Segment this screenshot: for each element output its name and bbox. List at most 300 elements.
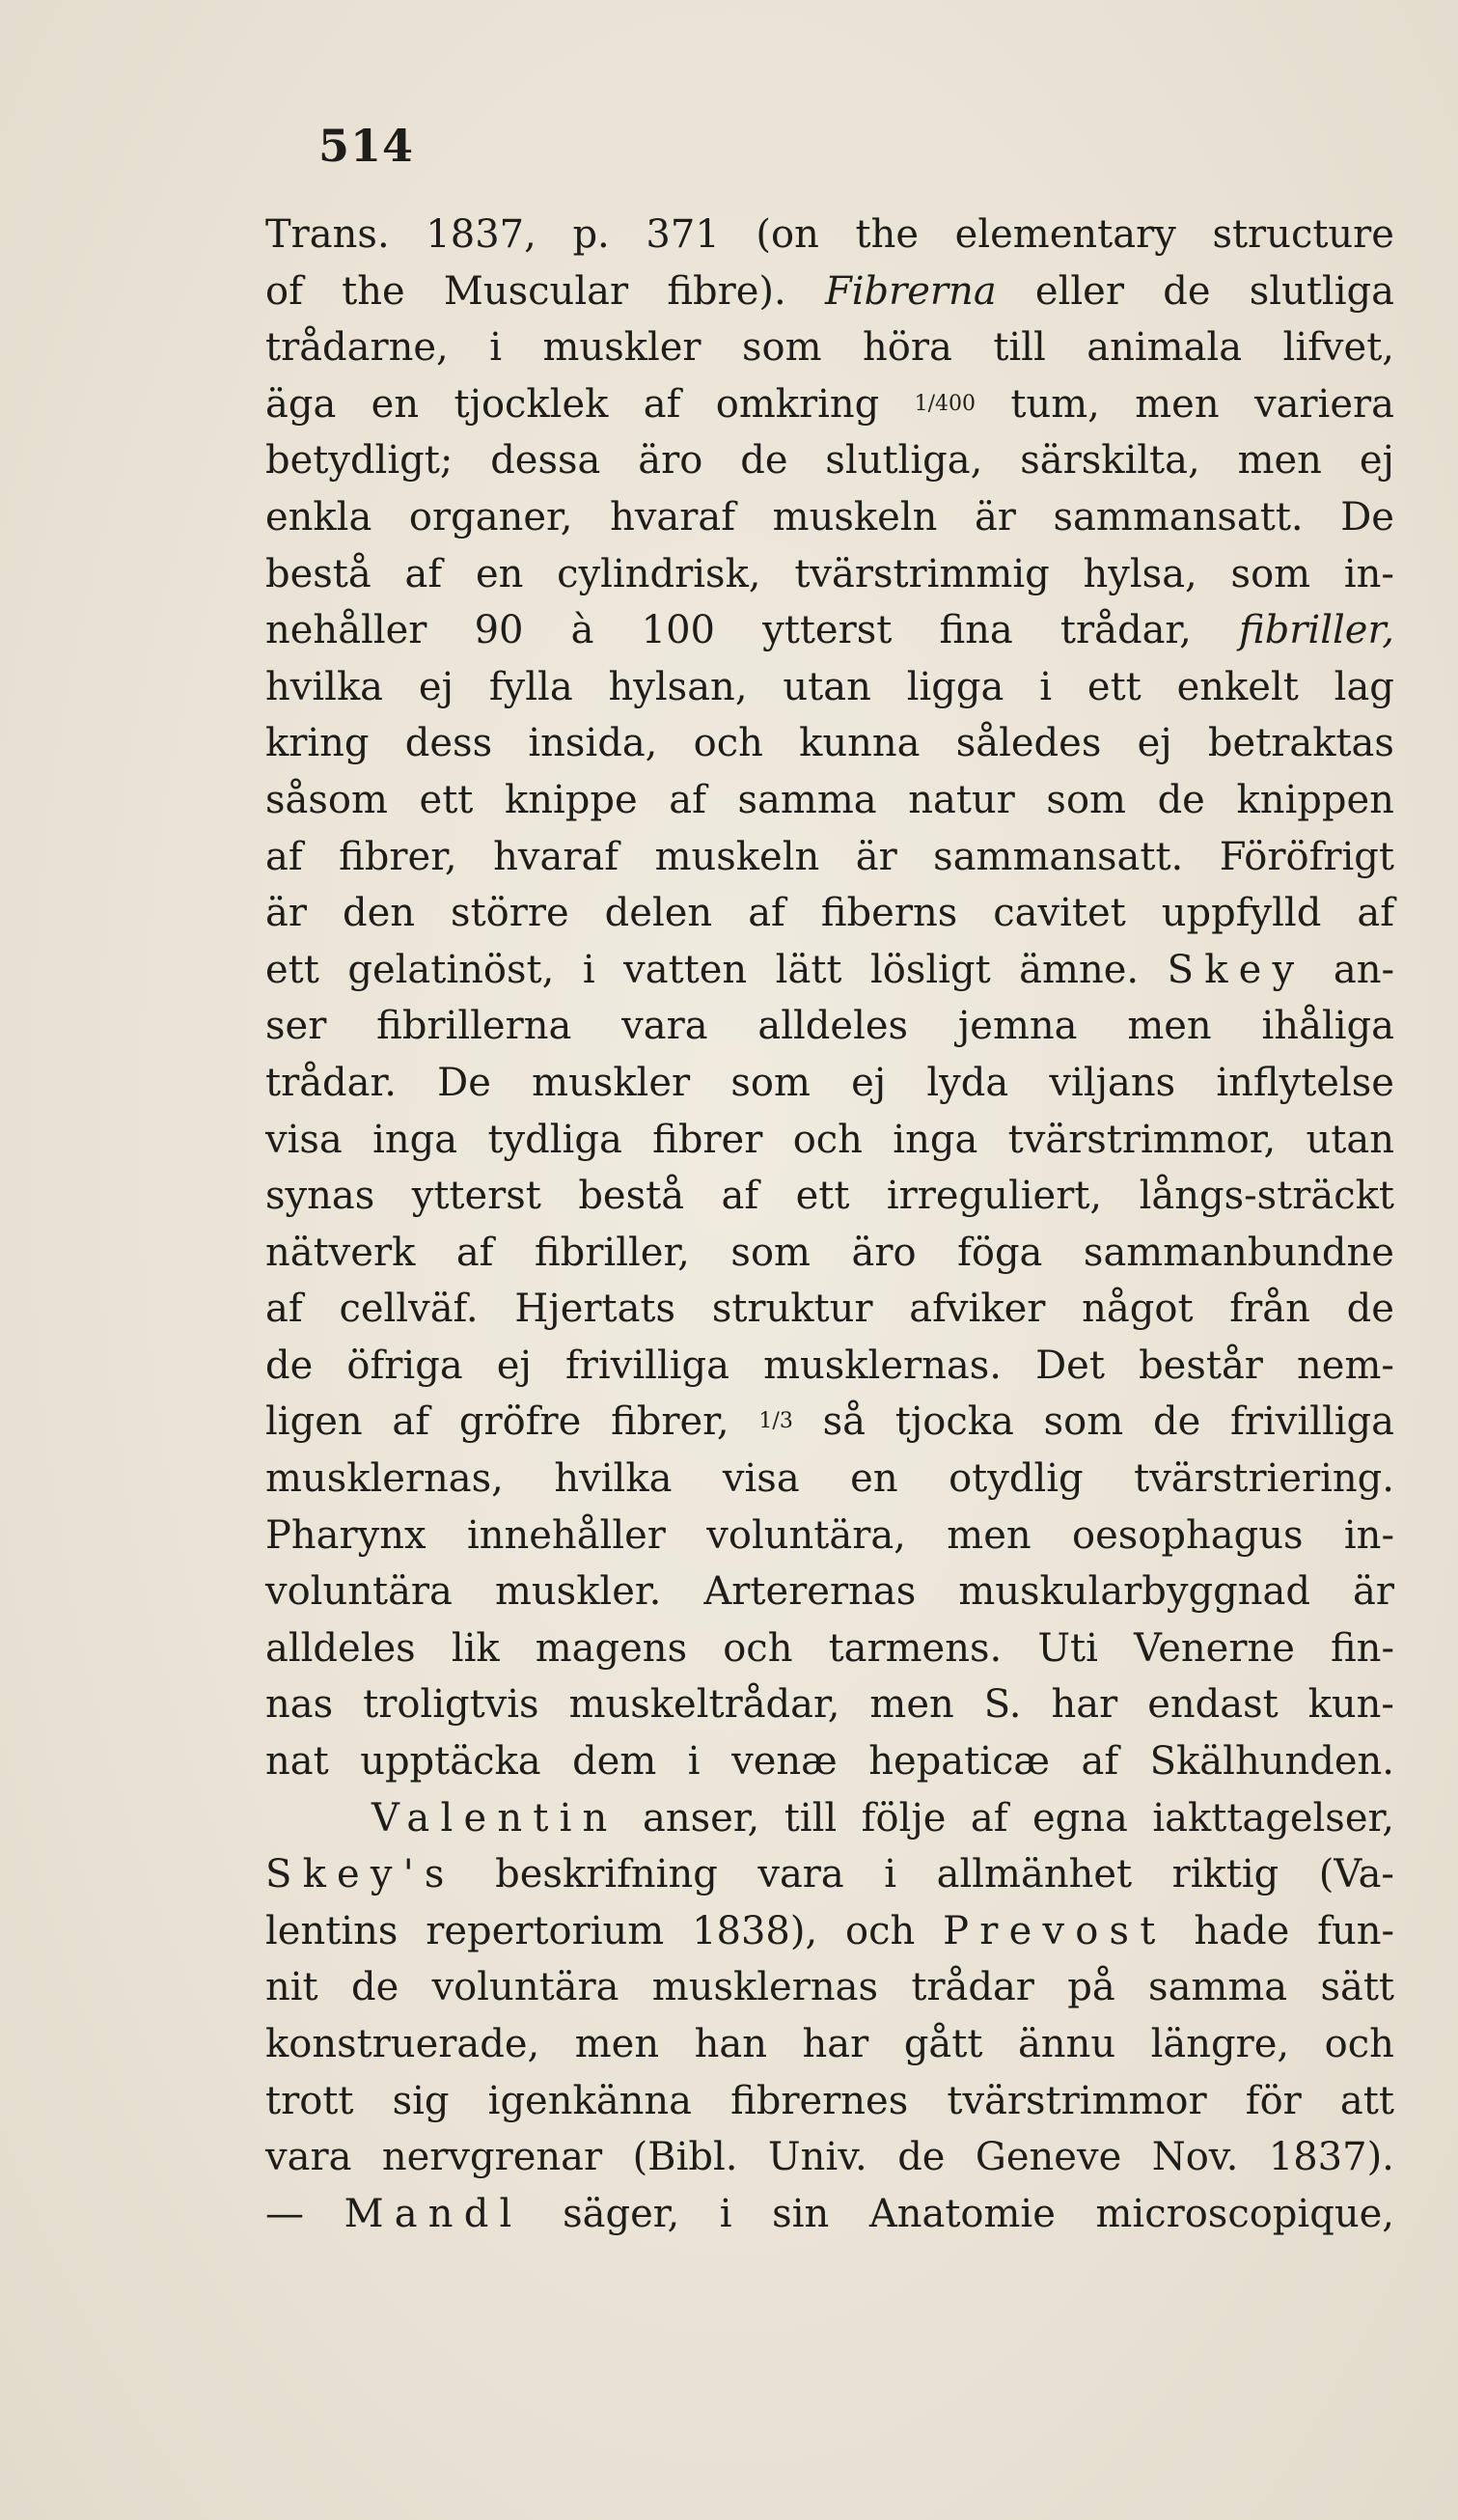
- word: fibrer,: [611, 1399, 729, 1445]
- word: Skey's: [265, 1852, 455, 1897]
- word: långs-sträckt: [1139, 1174, 1394, 1219]
- word: Hjertats: [514, 1287, 676, 1332]
- word: nätverk: [265, 1230, 416, 1275]
- word: konstruerade,: [265, 2022, 540, 2066]
- word: troligtvis: [363, 1682, 539, 1728]
- word: som: [730, 1060, 811, 1105]
- word: p.: [572, 212, 610, 257]
- word: öfriga: [346, 1343, 463, 1388]
- word: musklernas: [651, 1965, 878, 2010]
- word: fiberns: [820, 891, 958, 936]
- word: fibriller,: [535, 1230, 690, 1275]
- word: ett: [795, 1174, 850, 1219]
- text-line: [265, 432, 1394, 489]
- word: hylsa,: [1083, 551, 1197, 596]
- word: innehåller: [466, 1512, 666, 1558]
- word: —: [265, 2191, 304, 2236]
- word: den: [342, 891, 416, 936]
- text-line: [265, 546, 1394, 603]
- word: i: [1039, 664, 1053, 709]
- word: nat: [265, 1739, 329, 1785]
- text-line: [265, 998, 1394, 1055]
- word: voluntära: [265, 1569, 453, 1615]
- word: nit: [265, 1965, 318, 2010]
- word: microscopique,: [1095, 2191, 1394, 2236]
- word: af: [1081, 1739, 1119, 1785]
- word: som: [1043, 1399, 1124, 1445]
- word: lösligt: [869, 947, 991, 992]
- word: en: [475, 551, 524, 596]
- word: ett: [1087, 664, 1142, 709]
- word: tvärstrimmor: [947, 2078, 1207, 2123]
- word: utan: [1306, 1117, 1394, 1162]
- text-line: [265, 1733, 1394, 1790]
- word: föga: [957, 1230, 1043, 1275]
- text-line: [265, 1112, 1394, 1169]
- word: dess: [404, 721, 493, 766]
- word: hvilka: [265, 664, 384, 709]
- word: ligga: [906, 664, 1004, 709]
- word: som: [1230, 551, 1311, 596]
- word: något: [1082, 1287, 1194, 1332]
- word: de: [1157, 777, 1205, 822]
- word: inga: [372, 1117, 458, 1162]
- word: structure: [1212, 212, 1394, 257]
- word: nehåller: [265, 608, 427, 653]
- word: in-: [1343, 551, 1394, 596]
- word: af: [392, 1399, 430, 1445]
- word: struktur: [711, 1287, 873, 1332]
- word: Muscular: [443, 268, 629, 314]
- word: ytterst: [411, 1174, 541, 1219]
- word: enkelt: [1176, 664, 1299, 709]
- word: de: [897, 2135, 946, 2180]
- word: vara: [621, 1004, 708, 1049]
- word: irreguliert,: [886, 1174, 1103, 1219]
- word: Skey: [1167, 947, 1306, 992]
- word: iakttagelser,: [1152, 1795, 1394, 1841]
- word: äga: [265, 381, 337, 427]
- word: hade: [1194, 1908, 1290, 1953]
- word: lifvet,: [1282, 325, 1394, 371]
- word: gröfre: [458, 1399, 582, 1445]
- word: viljans: [1049, 1060, 1176, 1105]
- word: synas: [265, 1174, 375, 1219]
- word: ännu: [1017, 2022, 1116, 2066]
- word: oesophagus: [1072, 1512, 1304, 1558]
- word: af: [643, 381, 681, 427]
- word: fibriller,: [1239, 608, 1394, 653]
- word: (on: [756, 212, 819, 257]
- word: af: [455, 1230, 494, 1275]
- word: i: [687, 1739, 701, 1785]
- word: såsom: [265, 777, 388, 822]
- word: en: [371, 381, 420, 427]
- word: och: [693, 721, 763, 766]
- word: tydliga: [487, 1117, 622, 1162]
- word: men: [869, 1682, 954, 1728]
- word: allmänhet: [936, 1852, 1133, 1897]
- text-line: [265, 1790, 1394, 1847]
- word: bestå: [578, 1174, 685, 1219]
- word: natur: [908, 777, 1015, 822]
- word: gelatinöst,: [347, 947, 555, 992]
- word: kunna: [799, 721, 921, 766]
- word: trådar.: [265, 1060, 397, 1105]
- word: muskler.: [494, 1569, 662, 1615]
- word: tarmens.: [828, 1625, 1003, 1671]
- word: (Va-: [1318, 1852, 1394, 1897]
- word: cellväf.: [339, 1287, 479, 1332]
- word: the: [855, 212, 920, 257]
- word: de: [1152, 1399, 1201, 1445]
- word: Fibrerna: [824, 268, 997, 314]
- word: beskrifning: [495, 1852, 718, 1897]
- word: sammansatt.: [1053, 494, 1304, 540]
- word: S.: [983, 1682, 1022, 1728]
- word: igenkänna: [487, 2078, 692, 2123]
- word: voluntära,: [706, 1512, 906, 1558]
- word: omkring: [715, 381, 880, 427]
- word: inflytelse: [1216, 1060, 1394, 1105]
- word: elementary: [954, 212, 1176, 257]
- word: Valentin: [371, 1795, 619, 1841]
- word: dessa: [490, 438, 601, 484]
- word: för: [1245, 2078, 1302, 2123]
- word: samma: [1148, 1965, 1288, 2010]
- word: uppfylld: [1161, 891, 1322, 936]
- word: knippe: [504, 777, 638, 822]
- word: cavitet: [993, 891, 1126, 936]
- text-line: [265, 1225, 1394, 1282]
- word: organer,: [408, 494, 573, 540]
- word: tjocka: [894, 1399, 1014, 1445]
- word: trådar,: [1059, 608, 1192, 653]
- word: i: [489, 325, 503, 371]
- text-line: [265, 1451, 1394, 1508]
- word: ej: [418, 664, 454, 709]
- word: hvilka: [554, 1456, 673, 1502]
- word: animala: [1087, 325, 1243, 371]
- word: och: [792, 1117, 863, 1162]
- word: och: [723, 1625, 793, 1671]
- word: tum,: [1010, 381, 1100, 427]
- word: af: [970, 1795, 1008, 1841]
- word: samma: [737, 777, 877, 822]
- word: alldeles: [265, 1625, 416, 1671]
- word: således: [955, 721, 1102, 766]
- word: vatten: [623, 947, 748, 992]
- word: särskilta,: [1020, 438, 1200, 484]
- word: nervgrenar: [381, 2135, 603, 2180]
- word: delen: [604, 891, 713, 936]
- word: ej: [496, 1343, 532, 1388]
- word: slutliga: [1249, 268, 1394, 314]
- word: an-: [1333, 947, 1394, 992]
- word: äro: [638, 438, 703, 484]
- word: anser,: [643, 1795, 760, 1841]
- word: Nov.: [1151, 2135, 1239, 2180]
- word: af: [748, 891, 785, 936]
- word: vara: [757, 1852, 844, 1897]
- word: kring: [265, 721, 370, 766]
- word: De: [437, 1060, 491, 1105]
- word: riktig: [1171, 1852, 1279, 1897]
- word: af: [669, 777, 706, 822]
- word: cylindrisk,: [557, 551, 761, 596]
- word: en: [850, 1456, 898, 1502]
- text-line: [265, 207, 1394, 263]
- word: betydligt;: [265, 438, 454, 484]
- word: lag: [1334, 664, 1394, 709]
- word: och: [845, 1908, 916, 1953]
- text-line: [265, 1508, 1394, 1565]
- word: sig: [392, 2078, 450, 2123]
- word: ligen: [265, 1399, 363, 1445]
- word: är: [265, 891, 307, 936]
- text-line: [265, 1903, 1394, 1960]
- word: af: [721, 1174, 759, 1219]
- word: venæ: [731, 1739, 838, 1785]
- text-line: [265, 1846, 1394, 1903]
- text-line: [265, 2073, 1394, 2130]
- word: men: [1135, 381, 1220, 427]
- word: egna: [1032, 1795, 1128, 1841]
- text-line: [265, 1394, 1394, 1451]
- word: slutliga,: [825, 438, 983, 484]
- word: så: [822, 1399, 866, 1445]
- word: har: [802, 2022, 869, 2066]
- word: är: [1353, 1569, 1394, 1615]
- word: ämne.: [1019, 947, 1140, 992]
- word: Skälhunden.: [1149, 1739, 1394, 1785]
- text-line: [265, 1055, 1394, 1112]
- text-line: [265, 2186, 1394, 2243]
- word: Trans.: [265, 212, 390, 257]
- word: knippen: [1236, 777, 1394, 822]
- word: följe: [861, 1795, 947, 1841]
- word: ett: [265, 947, 319, 992]
- word: of: [265, 268, 303, 314]
- word: Det: [1035, 1343, 1105, 1388]
- word: han: [694, 2022, 768, 2066]
- word: men: [947, 1512, 1032, 1558]
- word: hvaraf: [610, 494, 736, 540]
- word: upptäcka: [360, 1739, 541, 1785]
- word: muskler: [542, 325, 701, 371]
- text-line: [265, 1281, 1394, 1338]
- word: repertorium: [426, 1908, 665, 1953]
- word: består: [1139, 1343, 1263, 1388]
- text-line: [265, 602, 1394, 659]
- word: är: [855, 834, 897, 879]
- word: ytterst: [762, 608, 893, 653]
- word: fibrernes: [730, 2078, 909, 2123]
- word: har: [1051, 1682, 1118, 1728]
- word: kun-: [1307, 1682, 1394, 1728]
- word: sammansatt.: [933, 834, 1184, 879]
- word: Mandl: [344, 2191, 523, 2236]
- word: ett: [419, 777, 474, 822]
- word: 1/3: [758, 1409, 793, 1434]
- word: fin-: [1331, 1625, 1394, 1671]
- word: hepaticæ: [868, 1739, 1050, 1785]
- word: Prevost: [943, 1908, 1167, 1953]
- word: Geneve: [975, 2135, 1122, 2180]
- word: af: [265, 834, 303, 879]
- text-line: [265, 1620, 1394, 1677]
- word: äro: [851, 1230, 917, 1275]
- text-line: [265, 319, 1394, 376]
- word: de: [265, 1343, 314, 1388]
- word: ihåliga: [1261, 1004, 1394, 1049]
- body-text: [265, 207, 1394, 2242]
- word: tvärstrimmor,: [1007, 1117, 1277, 1162]
- word: ser: [265, 1004, 327, 1049]
- word: fibrer,: [339, 834, 457, 879]
- word: à: [570, 608, 594, 653]
- word: som: [742, 325, 822, 371]
- word: afviker: [909, 1287, 1046, 1332]
- text-line: [265, 772, 1394, 829]
- word: ej: [851, 1060, 887, 1105]
- word: Anatomie: [868, 2191, 1056, 2236]
- word: de: [350, 1965, 399, 2010]
- word: frivilliga: [1230, 1399, 1394, 1445]
- word: till: [784, 1795, 838, 1841]
- word: nem-: [1297, 1343, 1394, 1388]
- word: enkla: [265, 494, 372, 540]
- word: sätt: [1320, 1965, 1394, 2010]
- text-line: [265, 2129, 1394, 2186]
- word: 371: [646, 212, 720, 257]
- word: att: [1339, 2078, 1394, 2123]
- word: fibrer: [652, 1117, 763, 1162]
- word: sin: [772, 2191, 830, 2236]
- word: hylsan,: [608, 664, 748, 709]
- word: vara: [265, 2135, 352, 2180]
- word: jemna: [957, 1004, 1078, 1049]
- word: inga: [893, 1117, 978, 1162]
- word: variera: [1253, 381, 1394, 427]
- word: lik: [451, 1625, 500, 1671]
- word: 100: [641, 608, 716, 653]
- word: nas: [265, 1682, 334, 1728]
- word: som: [1046, 777, 1126, 822]
- word: är: [974, 494, 1016, 540]
- word: the: [342, 268, 405, 314]
- word: tvärstrimmig: [794, 551, 1050, 596]
- word: visa: [265, 1117, 343, 1162]
- word: fibre).: [667, 268, 786, 314]
- word: Pharynx: [265, 1512, 426, 1558]
- text-line: [265, 489, 1394, 546]
- text-line: [265, 376, 1394, 433]
- word: och: [1324, 2022, 1394, 2066]
- word: fun-: [1317, 1908, 1394, 1953]
- text-line: [265, 715, 1394, 772]
- word: dem: [572, 1739, 657, 1785]
- text-line: [265, 1338, 1394, 1395]
- word: visa: [722, 1456, 800, 1502]
- word: endast: [1147, 1682, 1279, 1728]
- word: längre,: [1150, 2022, 1290, 2066]
- word: 1838),: [692, 1908, 818, 1953]
- word: musklernas.: [763, 1343, 1002, 1388]
- word: fylla: [488, 664, 573, 709]
- word: eller: [1034, 268, 1124, 314]
- word: fibrillerna: [376, 1004, 572, 1049]
- text-line: [265, 1168, 1394, 1225]
- word: trott: [265, 2078, 354, 2123]
- word: gått: [903, 2022, 983, 2066]
- word: muskler: [532, 1060, 691, 1105]
- word: voluntära: [431, 1965, 619, 2010]
- word: men: [574, 2022, 660, 2066]
- text-line: [265, 2016, 1394, 2073]
- word: muskeltrådar,: [568, 1682, 840, 1728]
- word: fina: [939, 608, 1013, 653]
- word: 1/400: [914, 391, 977, 416]
- word: som: [730, 1230, 811, 1275]
- word: större: [451, 891, 569, 936]
- word: 1837,: [426, 212, 536, 257]
- word: af: [1357, 891, 1394, 936]
- word: de: [740, 438, 788, 484]
- text-line: [265, 1564, 1394, 1620]
- word: in-: [1343, 1512, 1394, 1558]
- word: bestå: [265, 551, 371, 596]
- text-line: [265, 1959, 1394, 2016]
- text-line: [265, 885, 1394, 942]
- word: 1837).: [1268, 2135, 1394, 2180]
- text-line: [265, 263, 1394, 320]
- word: Venerne: [1134, 1625, 1295, 1671]
- word: utan: [783, 664, 871, 709]
- word: lentins: [265, 1908, 399, 1953]
- word: insida,: [528, 721, 658, 766]
- word: men: [1237, 438, 1322, 484]
- word: ej: [1359, 438, 1394, 484]
- word: i: [582, 947, 595, 992]
- word: muskeln: [654, 834, 820, 879]
- text-line: [265, 659, 1394, 716]
- word: de: [1163, 268, 1211, 314]
- word: sammanbundne: [1083, 1230, 1394, 1275]
- word: af: [265, 1287, 303, 1332]
- word: Föröfrigt: [1219, 834, 1394, 879]
- word: otydlig: [949, 1456, 1084, 1502]
- text-line: [265, 829, 1394, 886]
- word: trådar: [911, 1965, 1034, 2010]
- text-line: [265, 1676, 1394, 1733]
- word: alldeles: [757, 1004, 909, 1049]
- word: magens: [535, 1625, 688, 1671]
- word: (Bibl.: [632, 2135, 738, 2180]
- word: lätt: [775, 947, 842, 992]
- word: Uti: [1037, 1625, 1098, 1671]
- word: i: [719, 2191, 732, 2236]
- word: af: [404, 551, 443, 596]
- word: musklernas,: [265, 1456, 504, 1502]
- word: muskeln: [772, 494, 938, 540]
- word: men: [1127, 1004, 1212, 1049]
- word: Arterernas: [703, 1569, 917, 1615]
- word: 90: [474, 608, 524, 653]
- page-number: 514: [318, 120, 415, 172]
- word: säger,: [563, 2191, 680, 2236]
- word: till: [993, 325, 1046, 371]
